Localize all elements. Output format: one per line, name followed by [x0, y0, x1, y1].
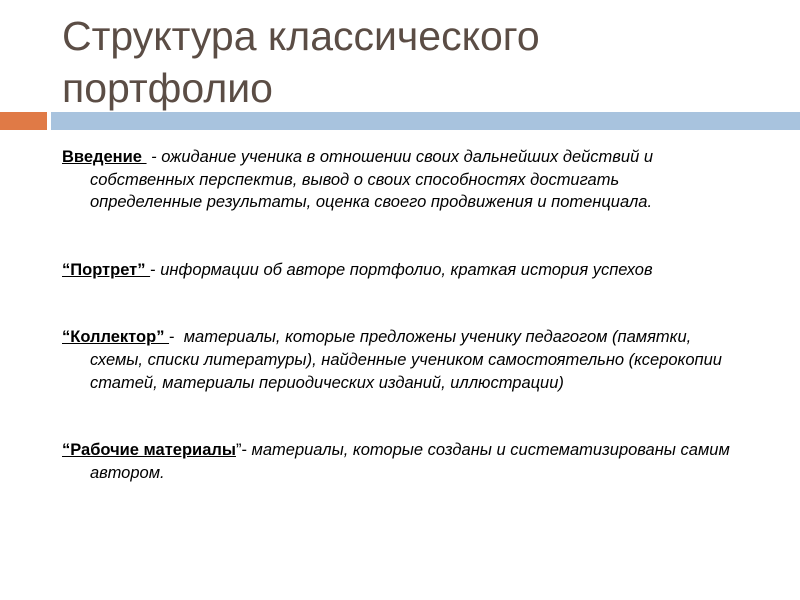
entry-description: - ожидание ученика в отношении своих дальнейших действий и собственных перспектив, вывод о своих способностях достигать определенные результаты, оценка своего продвижения и потенциала.: [90, 148, 658, 212]
entry-term: “Портрет”: [62, 260, 151, 279]
slide-content: [62, 146, 735, 484]
entry-working-materials: [62, 439, 735, 484]
entry-separator: -: [169, 328, 180, 347]
entry-spacer: [62, 394, 732, 439]
entry-term: “Рабочие материалы: [62, 441, 236, 460]
slide-title: [62, 10, 762, 114]
entry-spacer: [62, 281, 732, 326]
title-underline-bar: [51, 112, 800, 130]
entry-separator: ”-: [235, 441, 252, 460]
entry-description: информации об авторе портфолио, краткая история успехов: [160, 260, 653, 279]
entry-term: Введение: [62, 148, 147, 166]
entry-portrait: [62, 259, 732, 282]
entry-collector: [62, 326, 732, 394]
entry-spacer: [62, 214, 732, 259]
entry-description: материалы, которые созданы и систематизированы самим автором.: [90, 441, 735, 482]
entry-introduction: [62, 146, 732, 214]
entry-description: материалы, которые предложены ученику педагогом (памятки, схемы, списки литературы), найденные учеником самостоятельно (ксерокопии статей, материалы периодических изданий, иллюстрации): [90, 328, 727, 392]
accent-block: [0, 112, 47, 130]
entry-term: “Коллектор”: [62, 328, 170, 347]
slide-title-line-2: портфолио: [62, 65, 273, 111]
slide-title-line-1: Структура классического: [62, 13, 540, 59]
entry-separator: -: [150, 260, 161, 279]
